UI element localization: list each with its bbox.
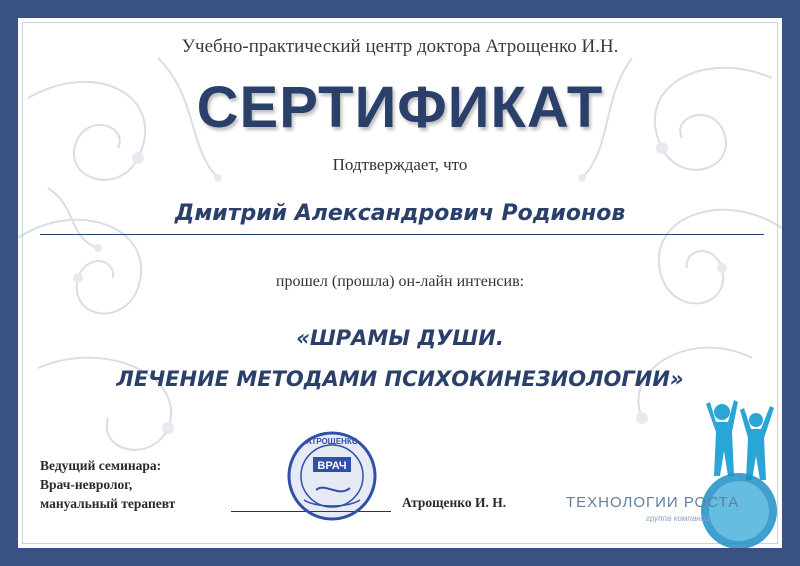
leader-specialty: Врач-невролог, <box>40 477 133 492</box>
course-title-line1: «ШРАМЫ ДУШИ. <box>296 326 504 350</box>
stamp-icon <box>286 430 378 522</box>
name-underline <box>40 234 764 235</box>
stamp-center-text: ВРАЧ <box>317 460 347 472</box>
stamp-ring-text: АТРОЩЕНКО <box>305 437 359 446</box>
leader-role: Ведущий семинара: <box>40 458 162 473</box>
logo-figures-icon <box>694 396 784 556</box>
organization-name: Учебно-практический центр доктора Атрощенко И.Н. <box>181 36 619 57</box>
leader-block <box>40 456 175 513</box>
passed-text: прошел (прошла) он-лайн интенсив: <box>275 273 525 290</box>
logo-subtitle: группа компаний <box>646 514 710 523</box>
certificate-title: СЕРТИФИКАТ <box>196 75 604 140</box>
leader-specialty-2: мануальный терапевт <box>40 496 176 511</box>
signer-name: Атрощенко И. Н. <box>402 495 507 510</box>
recipient-name: Дмитрий Александрович Родионов <box>174 201 626 226</box>
confirms-text: Подтверждает, что <box>332 155 468 174</box>
course-title-line2: ЛЕЧЕНИЕ МЕТОДАМИ ПСИХОКИНЕЗИОЛОГИИ» <box>116 367 684 391</box>
logo-name: ТЕХНОЛОГИИ РОСТА <box>566 494 740 511</box>
